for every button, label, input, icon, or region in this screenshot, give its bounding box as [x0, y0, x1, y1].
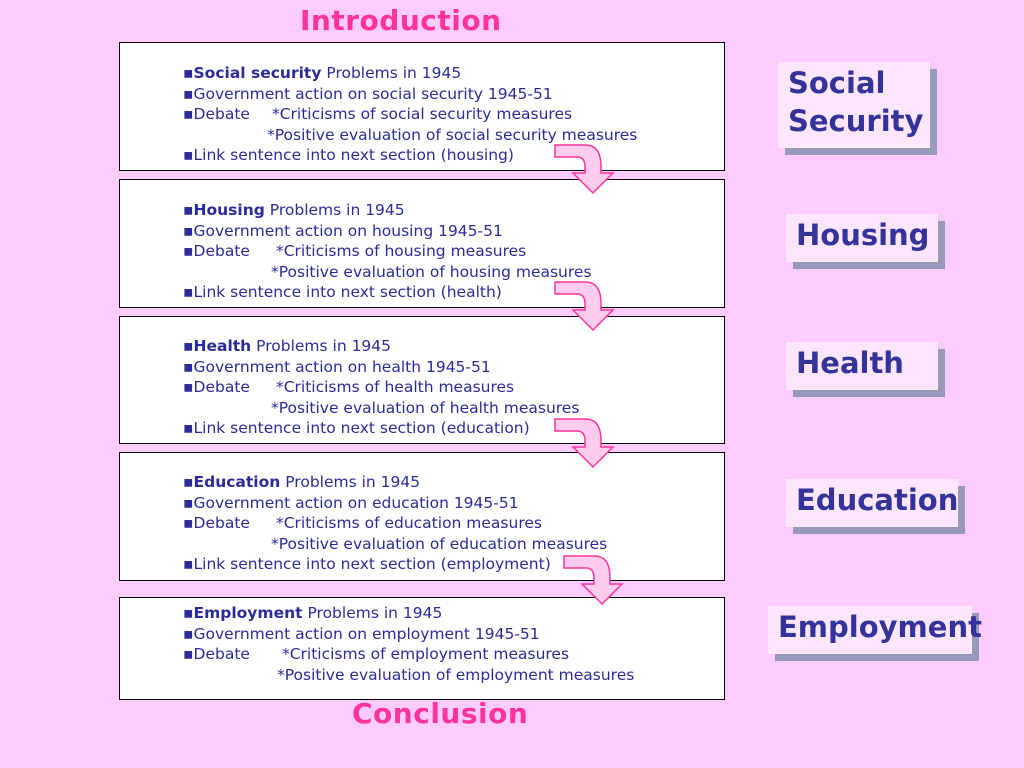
- topic-heading: Education: [193, 473, 281, 491]
- side-label-health: Health: [786, 342, 938, 390]
- debate-line: ▪Debate *Criticisms of social security measures: [183, 105, 573, 123]
- section-box-health: [119, 316, 725, 444]
- problems-line: ▪Employment Problems in 1945: [183, 604, 443, 622]
- problems-line: ▪Social security Problems in 1945: [183, 64, 462, 82]
- section-box-employment: [119, 597, 725, 700]
- link-line: ▪Link sentence into next section (health): [183, 283, 502, 301]
- curved-arrow-icon: [553, 280, 633, 332]
- link-line: ▪Link sentence into next section (employment): [183, 555, 551, 573]
- link-line: ▪Link sentence into next section (education): [183, 419, 530, 437]
- conclusion-title: Conclusion: [352, 697, 529, 730]
- debate-line: ▪Debate *Criticisms of health measures: [183, 378, 515, 396]
- section-box-housing: [119, 179, 725, 308]
- debate-line: ▪Debate *Criticisms of housing measures: [183, 242, 527, 260]
- debate-line: ▪Debate *Criticisms of education measures: [183, 514, 542, 532]
- introduction-title: Introduction: [300, 4, 502, 37]
- action-line: ▪Government action on housing 1945-51: [183, 221, 503, 240]
- curved-arrow-icon: [553, 143, 633, 195]
- positive-line: *Positive evaluation of health measures: [271, 398, 580, 417]
- curved-arrow-icon: [553, 417, 633, 469]
- side-label-housing: Housing: [786, 214, 938, 262]
- side-label-employment: Employment: [768, 606, 972, 654]
- action-line: ▪Government action on social security 1945-51: [183, 84, 553, 103]
- problems-line: ▪Health Problems in 1945: [183, 337, 392, 355]
- positive-line: *Positive evaluation of housing measures: [271, 262, 592, 281]
- positive-line: *Positive evaluation of employment measures: [277, 665, 635, 684]
- positive-line: *Positive evaluation of social security measures: [267, 125, 638, 144]
- action-line: ▪Government action on employment 1945-51: [183, 624, 540, 643]
- topic-heading: Housing: [193, 201, 265, 219]
- topic-heading: Health: [193, 337, 252, 355]
- side-label-education: Education: [786, 479, 958, 527]
- action-line: ▪Government action on education 1945-51: [183, 493, 519, 512]
- section-box-social-security: [119, 42, 725, 171]
- side-label-social-security: Social Security: [778, 62, 930, 148]
- topic-heading: Social security: [193, 64, 322, 82]
- problems-line: ▪Education Problems in 1945: [183, 473, 421, 491]
- action-line: ▪Government action on health 1945-51: [183, 357, 491, 376]
- debate-line: ▪Debate *Criticisms of employment measures: [183, 645, 570, 663]
- positive-line: *Positive evaluation of education measures: [271, 534, 608, 553]
- problems-line: ▪Housing Problems in 1945: [183, 201, 405, 219]
- curved-arrow-icon: [562, 554, 642, 606]
- topic-heading: Employment: [193, 604, 303, 622]
- link-line: ▪Link sentence into next section (housing): [183, 146, 514, 164]
